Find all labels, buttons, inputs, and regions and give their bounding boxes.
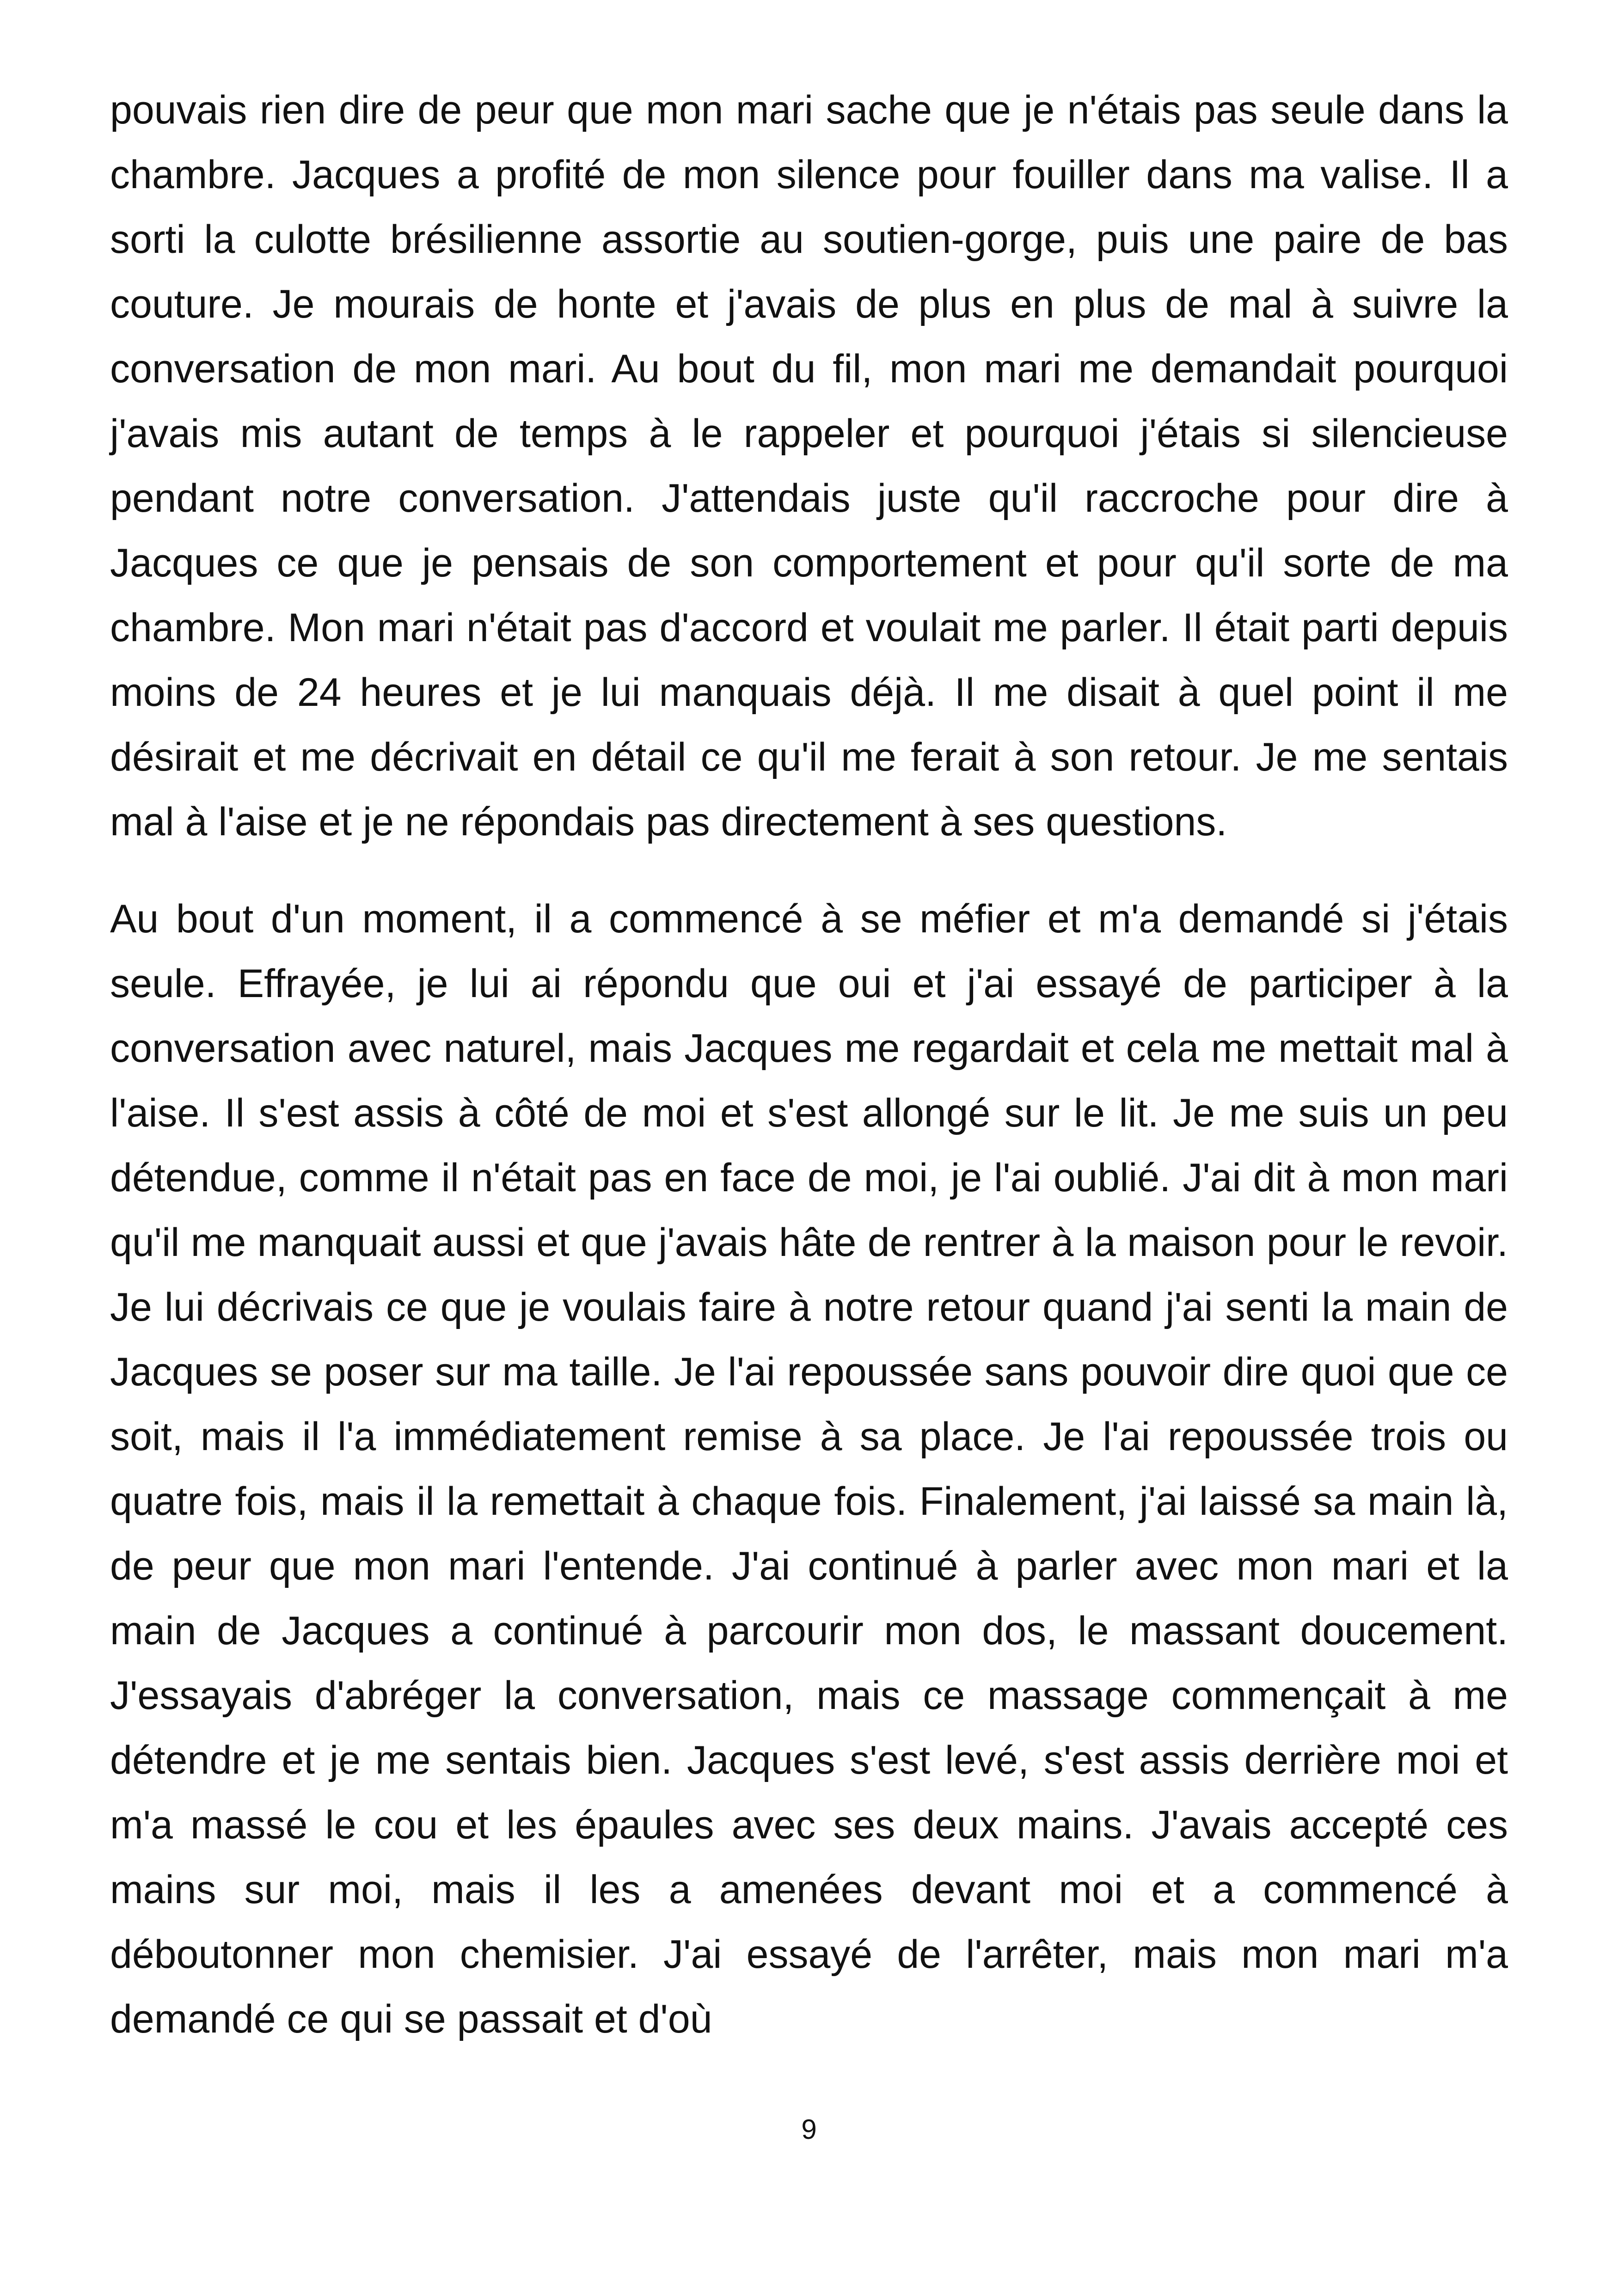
body-text <box>110 78 1508 2051</box>
page-number: 9 <box>801 2114 817 2145</box>
paragraph-1: pouvais rien dire de peur que mon mari sache que je n'étais pas seule dans la chambre. Jacques a profité de mon silence pour fouiller dans ma valise. Il a sorti la culotte brésilienne assortie au soutien-gorge, puis une paire de bas couture. Je mourais de honte et j'avais de plus en plus de mal à suivre la conversation de mon mari. Au bout du fil, mon mari me demandait pourquoi j'avais mis autant de temps à le rappeler et pourquoi j'étais si silencieuse pendant notre conversation. J'attendais juste qu'il raccroche pour dire à Jacques ce que je pensais de son comportement et pour qu'il sorte de ma chambre. Mon mari n'était pas d'accord et voulait me parler. Il était parti depuis moins de 24 heures et je lui manquais déjà. Il me disait à quel point il me désirait et me décrivait en détail ce qu'il me ferait à son retour. Je me sentais mal à l'aise et je ne répondais pas directement à ses questions. <box>110 88 1508 844</box>
paragraph-2: Au bout d'un moment, il a commencé à se méfier et m'a demandé si j'étais seule. Effrayée, je lui ai répondu que oui et j'ai essayé de participer à la conversation avec naturel, mais Jacques me regardait et cela me mettait mal à l'aise. Il s'est assis à côté de moi et s'est allongé sur le lit. Je me suis un peu détendue, comme il n'était pas en face de moi, je l'ai oublié. J'ai dit à mon mari qu'il me manquait aussi et que j'avais hâte de rentrer à la maison pour le revoir. Je lui décrivais ce que je voulais faire à notre retour quand j'ai senti la main de Jacques se poser sur ma taille. Je l'ai repoussée sans pouvoir dire quoi que ce soit, mais il l'a immédiatement remise à sa place. Je l'ai repoussée trois ou quatre fois, mais il la remettait à chaque fois. Finalement, j'ai laissé sa main là, de peur que mon mari l'entende. J'ai continué à parler avec mon mari et la main de Jacques a continué à parcourir mon dos, le massant doucement. J'essayais d'abréger la conversation, mais ce massage commençait à me détendre et je me sentais bien. Jacques s'est levé, s'est assis derrière moi et m'a massé le cou et les épaules avec ses deux mains. J'avais accepté ces mains sur moi, mais il les a amenées devant moi et a commencé à déboutonner mon chemisier. J'ai essayé de l'arrêter, mais mon mari m'a demandé ce qui se passait et d'où <box>110 897 1508 2041</box>
